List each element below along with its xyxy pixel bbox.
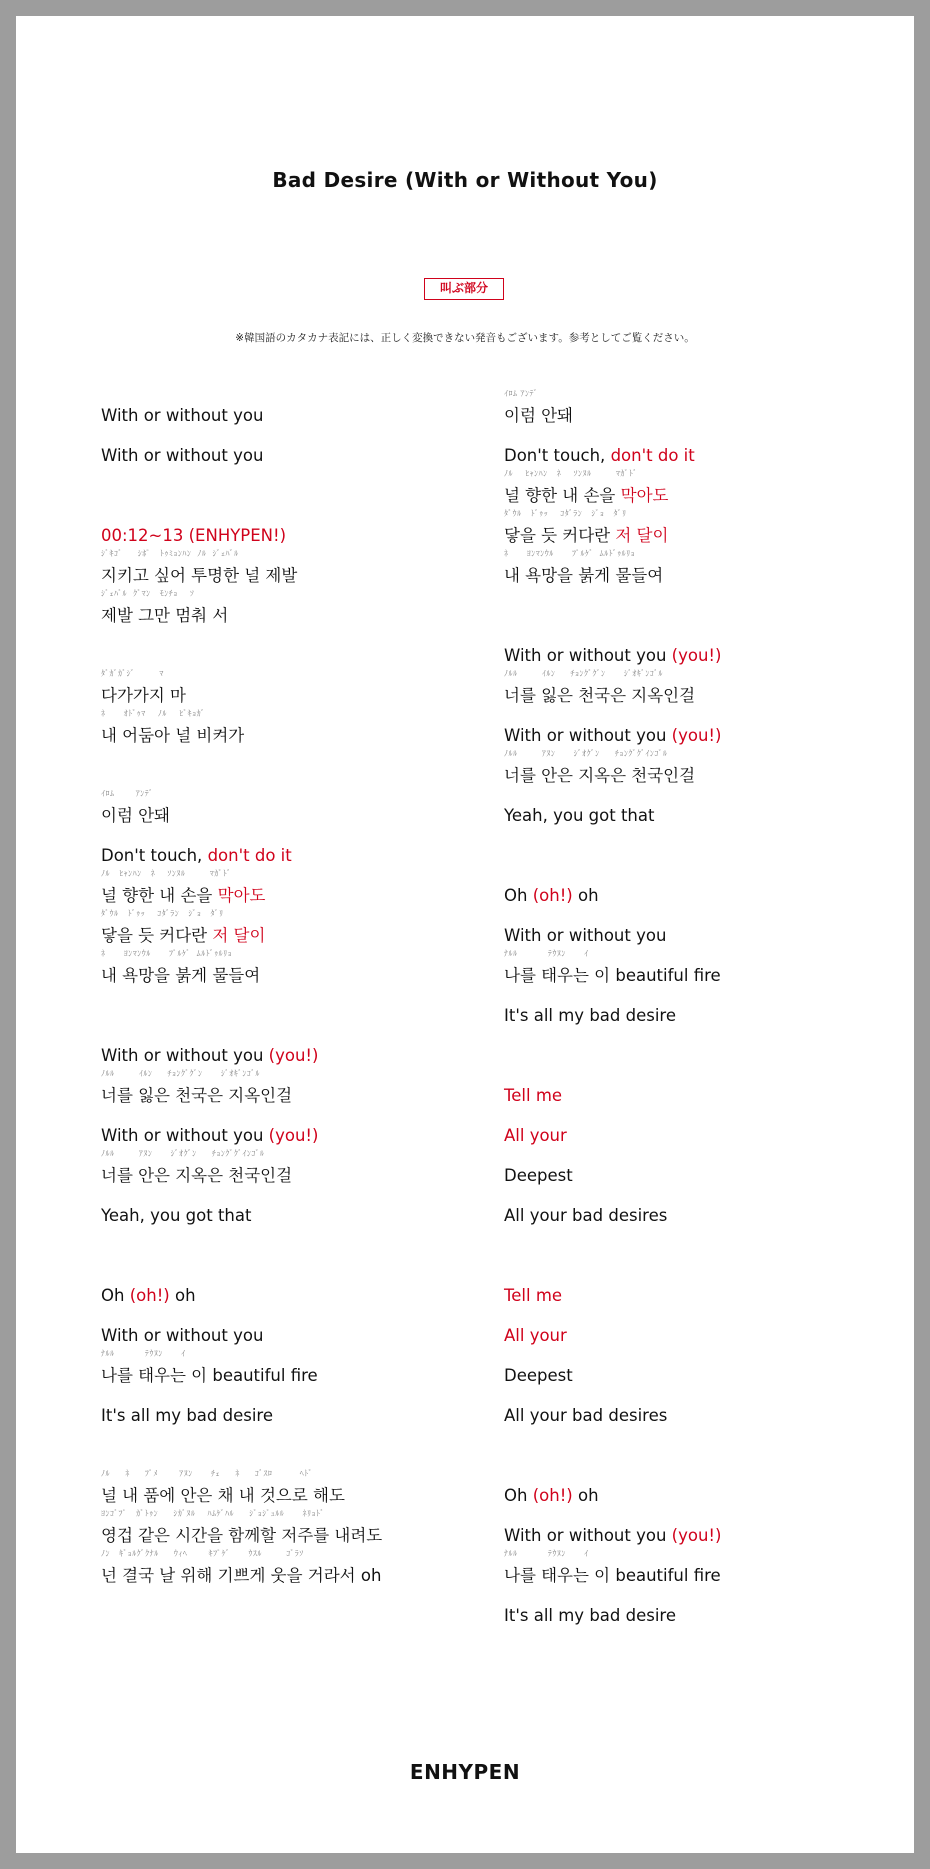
shout-part: All your <box>504 1126 567 1145</box>
lyric-text <box>504 926 666 946</box>
shout-part: 00:12~13 (ENHYPEN!) <box>101 526 287 545</box>
lyric-text <box>101 966 260 986</box>
lyric-line <box>504 806 654 826</box>
lyric-text <box>504 1406 667 1426</box>
lyric-part: 다가가지 마 <box>101 686 186 705</box>
lyric-text <box>504 1126 567 1146</box>
lyric-line <box>504 949 721 986</box>
lyric-text <box>504 646 721 666</box>
katakana-ruby: ﾀﾞｳﾙ ﾄﾞｩｯ ｺﾀﾞﾗﾝ ｼﾞｮ ﾀﾞﾘ <box>101 909 224 918</box>
shout-part: (you!) <box>268 1046 319 1065</box>
lyric-part: 널 향한 내 손을 <box>101 886 218 905</box>
lyric-line <box>504 726 721 746</box>
lyric-line <box>101 1406 273 1426</box>
shout-part: (you!) <box>671 646 722 665</box>
lyric-text <box>101 1406 273 1426</box>
lyric-text <box>504 1526 721 1546</box>
katakana-ruby: ｲﾛﾑ ｱﾝﾃﾞ <box>101 789 154 798</box>
lyric-part: 너를 잃은 천국은 지옥인걸 <box>504 686 696 705</box>
lyric-text <box>101 1166 292 1186</box>
lyric-line <box>504 1549 721 1586</box>
lyric-part: 너를 잃은 천국은 지옥인걸 <box>101 1086 293 1105</box>
lyric-line <box>101 406 263 426</box>
lyric-text <box>504 1486 599 1506</box>
lyric-line <box>101 1206 251 1226</box>
lyric-line <box>504 669 696 706</box>
lyric-line <box>101 1549 382 1586</box>
lyric-line <box>101 1046 318 1066</box>
shout-part: Tell me <box>504 1086 563 1105</box>
katakana-ruby: ﾀﾞｳﾙ ﾄﾞｩｯ ｺﾀﾞﾗﾝ ｼﾞｮ ﾀﾞﾘ <box>504 509 627 518</box>
lyric-part: Oh <box>504 1486 533 1505</box>
lyric-line <box>504 1486 599 1506</box>
katakana-ruby: ﾉﾙﾙ ｲﾙﾝ ﾁｮﾝｸﾞｸﾞﾝ ｼﾞｵｷﾞﾝｺﾞﾙ <box>504 669 663 678</box>
lyric-part: 나를 태우는 이 beautiful fire <box>504 966 721 985</box>
lyric-line <box>101 949 261 986</box>
lyric-part: 나를 태우는 이 beautiful fire <box>101 1366 318 1385</box>
lyric-text <box>101 1086 292 1106</box>
lyric-line <box>504 1166 573 1186</box>
lyric-line <box>101 1326 263 1346</box>
shout-part: (you!) <box>671 1526 722 1545</box>
lyric-part: 내 욕망을 붉게 물들여 <box>504 566 664 585</box>
shout-part: don't do it <box>610 446 695 465</box>
lyric-part: It's all my bad desire <box>101 1406 274 1425</box>
lyric-part: oh <box>572 1486 599 1505</box>
katakana-ruby: ｼﾞｪﾊﾞﾙ ｸﾞﾏﾝ ﾓﾝﾁｮ ｿ <box>101 589 195 598</box>
lyric-line <box>101 446 263 466</box>
lyric-line <box>101 1126 318 1146</box>
katakana-notice: ※韓国語のカタカナ表記には、正しく変換できない発音もございます。参考としてご覧ください。 <box>235 332 695 344</box>
lyric-text <box>101 1526 382 1546</box>
lyric-line <box>101 1349 318 1386</box>
lyric-line <box>101 1509 383 1546</box>
lyric-line <box>504 469 669 506</box>
katakana-ruby: ﾈ ﾖﾝﾏﾝｳﾙ ﾌﾟﾙｹﾞ ﾑﾙﾄﾞｩﾙﾘｮ <box>101 949 233 958</box>
lyric-part: 닿을 듯 커다란 <box>504 526 616 545</box>
lyric-line <box>504 549 664 586</box>
shout-part: 막아도 <box>620 486 669 505</box>
lyric-line <box>101 549 298 586</box>
katakana-ruby: ﾉﾙﾙ ｱﾇﾝ ｼﾞｵｸﾞﾝ ﾁｮﾝｸﾞｸﾞｲﾝｺﾞﾙ <box>504 749 668 758</box>
katakana-ruby: ﾉﾙ ﾋｬﾝﾊﾝ ﾈ ｿﾝﾇﾙ ﾏｶﾞﾄﾞ <box>101 869 232 878</box>
lyric-line <box>504 886 599 906</box>
lyric-text <box>101 406 263 426</box>
katakana-ruby: ﾅﾙﾙ ﾃｳﾇﾝ ｲ <box>101 1349 186 1358</box>
lyric-text <box>101 846 292 866</box>
shout-part: don't do it <box>207 846 292 865</box>
lyric-line <box>101 1469 345 1506</box>
lyric-line <box>504 1086 562 1106</box>
lyric-part: 이럼 안돼 <box>101 806 171 825</box>
lyric-text <box>101 1206 251 1226</box>
lyric-text <box>504 1606 676 1626</box>
lyric-text <box>504 526 668 546</box>
shout-part: 저 달이 <box>212 926 266 945</box>
lyric-part: It's all my bad desire <box>504 1606 677 1625</box>
lyric-line <box>504 1206 667 1226</box>
lyric-text <box>504 1566 721 1586</box>
lyric-text <box>504 1366 573 1386</box>
lyric-text <box>504 406 573 426</box>
lyric-text <box>101 1326 263 1346</box>
lyric-line <box>504 1006 676 1026</box>
katakana-ruby: ｼﾞｷｺﾞ ｼﾎﾟ ﾄｩﾐｮﾝﾊﾝ ﾉﾙ ｼﾞｪﾊﾞﾙ <box>101 549 239 558</box>
lyric-text <box>101 446 263 466</box>
lyric-text <box>101 1366 318 1386</box>
lyric-text <box>101 526 286 546</box>
lyric-text <box>504 1326 567 1346</box>
lyric-text <box>504 566 663 586</box>
katakana-ruby: ﾖﾝｺﾞﾌﾟ ｶﾞﾄｩﾝ ｼｶﾞﾇﾙ ﾊﾑｹﾞﾊﾙ ｼﾞｮｼﾞｭﾙﾙ ﾈﾘｮﾄﾞ <box>101 1509 325 1518</box>
lyric-line <box>504 646 721 666</box>
lyric-part: All your bad desires <box>504 1406 668 1425</box>
shout-part: (oh!) <box>532 1486 573 1505</box>
lyric-part: 이럼 안돼 <box>504 406 574 425</box>
katakana-ruby: ﾉﾙﾙ ｲﾙﾝ ﾁｮﾝｸﾞｸﾞﾝ ｼﾞｵｷﾞﾝｺﾞﾙ <box>101 1069 260 1078</box>
lyric-line <box>504 1126 567 1146</box>
katakana-ruby: ﾈ ｵﾄﾞｩﾏ ﾉﾙ ﾋﾞｷｮｶﾞ <box>101 709 206 718</box>
shout-part: 저 달이 <box>615 526 669 545</box>
lyric-text <box>504 1206 667 1226</box>
song-title: Bad Desire (With or Without You) <box>272 168 658 192</box>
shout-part: 막아도 <box>217 886 266 905</box>
lyric-text <box>101 686 186 706</box>
lyric-text <box>101 566 297 586</box>
lyric-line <box>504 509 669 546</box>
shout-part: (you!) <box>671 726 722 745</box>
lyric-line <box>504 1526 721 1546</box>
lyric-line <box>101 709 245 746</box>
lyric-part: 널 내 품에 안은 채 내 것으로 해도 <box>101 1486 345 1505</box>
lyric-text <box>101 606 228 626</box>
lyric-line <box>504 1606 676 1626</box>
lyric-text <box>504 446 695 466</box>
lyric-part: Don't touch, <box>101 846 208 865</box>
shout-part: Tell me <box>504 1286 563 1305</box>
brand-logo: ENHYPEN <box>409 1760 521 1784</box>
shout-part: (you!) <box>268 1126 319 1145</box>
lyric-part: Yeah, you got that <box>504 806 655 825</box>
lyric-part: With or without you <box>101 1046 269 1065</box>
katakana-ruby: ﾅﾙﾙ ﾃｳﾇﾝ ｲ <box>504 1549 589 1558</box>
lyric-text <box>504 886 599 906</box>
shout-part: (oh!) <box>129 1286 170 1305</box>
lyric-part: Deepest <box>504 1166 573 1185</box>
lyric-part: Yeah, you got that <box>101 1206 252 1225</box>
lyric-part: With or without you <box>504 1526 672 1545</box>
katakana-ruby: ﾅﾙﾙ ﾃｳﾇﾝ ｲ <box>504 949 589 958</box>
lyric-part: All your bad desires <box>504 1206 668 1225</box>
lyric-text <box>504 486 668 506</box>
lyric-line <box>101 1286 196 1306</box>
lyric-text <box>101 726 244 746</box>
lyric-part: 너를 안은 지옥은 천국인걸 <box>101 1166 293 1185</box>
lyric-part: With or without you <box>101 1326 264 1345</box>
lyric-text <box>504 766 695 786</box>
katakana-ruby: ｲﾛﾑ ｱﾝﾃﾞ <box>504 389 539 398</box>
lyric-part: oh <box>169 1286 196 1305</box>
lyric-line <box>504 749 696 786</box>
lyric-line <box>101 789 171 826</box>
lyric-line <box>504 1406 667 1426</box>
lyric-part: 내 욕망을 붉게 물들여 <box>101 966 261 985</box>
lyric-line <box>101 589 229 626</box>
lyric-text <box>504 1006 676 1026</box>
lyric-line <box>504 446 695 466</box>
lyric-line <box>504 1366 573 1386</box>
lyrics-sheet <box>16 16 914 1853</box>
lyric-line <box>101 846 292 866</box>
lyric-text <box>504 1286 562 1306</box>
lyric-text <box>504 726 721 746</box>
lyric-part: 지키고 싶어 투명한 널 제발 <box>101 566 298 585</box>
lyric-part: 영겁 같은 시간을 함께할 저주를 내려도 <box>101 1526 383 1545</box>
lyric-text <box>101 1046 318 1066</box>
lyric-part: It's all my bad desire <box>504 1006 677 1025</box>
lyric-part: Oh <box>504 886 533 905</box>
katakana-ruby: ﾉﾙ ﾈ ﾌﾟﾒ ｱﾇﾝ ﾁｪ ﾈ ｺﾞｽﾛ ﾍﾄﾞ <box>101 1469 313 1478</box>
lyric-text <box>101 1126 318 1146</box>
lyric-part: 나를 태우는 이 beautiful fire <box>504 1566 721 1585</box>
lyric-part: 넌 결국 날 위해 기쁘게 웃을 거라서 oh <box>101 1566 382 1585</box>
lyric-line <box>504 1326 567 1346</box>
lyric-text <box>504 686 695 706</box>
lyric-part: 닿을 듯 커다란 <box>101 926 213 945</box>
lyric-line <box>101 1149 293 1186</box>
lyric-text <box>101 1486 345 1506</box>
lyric-part: Deepest <box>504 1366 573 1385</box>
lyric-line <box>101 909 266 946</box>
shout-part: (oh!) <box>532 886 573 905</box>
lyric-part: 널 향한 내 손을 <box>504 486 621 505</box>
lyric-line <box>101 526 286 546</box>
lyric-part: Oh <box>101 1286 130 1305</box>
lyric-part: With or without you <box>504 926 667 945</box>
lyric-part: With or without you <box>504 646 672 665</box>
lyric-line <box>101 669 186 706</box>
katakana-ruby: ﾉﾝ ｷﾞｮﾙｸﾞｸﾅﾙ ｳｨﾍ ｷﾌﾟｹﾞ ｳｽﾙ ｺﾞﾗｿ <box>101 1549 304 1558</box>
lyric-part: 내 어둠아 널 비켜가 <box>101 726 245 745</box>
katakana-ruby: ﾈ ﾖﾝﾏﾝｳﾙ ﾌﾟﾙｹﾞ ﾑﾙﾄﾞｩﾙﾘｮ <box>504 549 636 558</box>
lyric-part: With or without you <box>101 1126 269 1145</box>
lyric-part: With or without you <box>101 406 264 425</box>
lyric-part: With or without you <box>504 726 672 745</box>
lyric-text <box>504 1086 562 1106</box>
katakana-ruby: ﾉﾙ ﾋｬﾝﾊﾝ ﾈ ｿﾝﾇﾙ ﾏｶﾞﾄﾞ <box>504 469 638 478</box>
lyric-line <box>101 869 266 906</box>
lyric-part: Don't touch, <box>504 446 611 465</box>
lyric-text <box>504 1166 573 1186</box>
lyric-text <box>101 806 170 826</box>
lyric-line <box>101 1069 293 1106</box>
katakana-ruby: ﾉﾙﾙ ｱﾇﾝ ｼﾞｵｸﾞﾝ ﾁｮﾝｸﾞｸﾞｲﾝｺﾞﾙ <box>101 1149 265 1158</box>
katakana-ruby: ﾀﾞｶﾞｶﾞｼﾞ ﾏ <box>101 669 164 678</box>
lyric-line <box>504 1286 562 1306</box>
shout-part: All your <box>504 1326 567 1345</box>
lyric-text <box>504 966 721 986</box>
shout-legend-label: 叫ぶ部分 <box>424 278 504 300</box>
lyric-line <box>504 389 574 426</box>
lyric-part: oh <box>572 886 599 905</box>
lyric-text <box>101 1566 381 1586</box>
lyric-part: 너를 안은 지옥은 천국인걸 <box>504 766 696 785</box>
lyric-part: 제발 그만 멈춰 서 <box>101 606 229 625</box>
lyric-line <box>504 926 666 946</box>
lyric-text <box>101 886 265 906</box>
lyric-text <box>504 806 654 826</box>
lyric-text <box>101 926 265 946</box>
lyric-text <box>101 1286 196 1306</box>
lyric-part: With or without you <box>101 446 264 465</box>
